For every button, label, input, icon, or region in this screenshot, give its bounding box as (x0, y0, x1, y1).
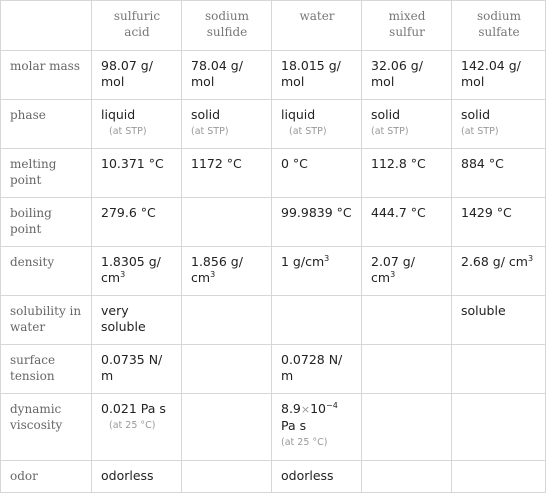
cell-sodium-sulfate-molar-mass: 142.04 g/ mol (452, 51, 546, 100)
cell-sulfuric-acid-density (92, 247, 182, 296)
column-header-mixed-sulfur: mixed sulfur (362, 1, 452, 51)
density-value: 2.07 g/ cm (371, 254, 415, 285)
phase-value: solid (461, 107, 491, 122)
density-value: 1 g/cm (281, 254, 325, 269)
viscosity-unit: Pa s (281, 418, 307, 433)
cell-water-melting-point: 0 °C (272, 149, 362, 198)
cell-water-molar-mass: 18.015 g/ mol (272, 51, 362, 100)
table-row-molar-mass (1, 51, 546, 100)
cell-sulfuric-acid-odor: odorless (92, 461, 182, 493)
cell-water-odor: odorless (272, 461, 362, 493)
cell-sodium-sulfate-dynamic-viscosity (452, 394, 546, 461)
viscosity-value: 0.021 Pa s (101, 401, 166, 416)
cell-sodium-sulfate-solubility: soluble (452, 296, 546, 345)
cell-mixed-sulfur-melting-point: 112.8 °C (362, 149, 452, 198)
table-row-boiling-point (1, 198, 546, 247)
cell-sodium-sulfide-odor (182, 461, 272, 493)
phase-note: (at STP) (109, 126, 147, 137)
phase-note: (at STP) (371, 126, 409, 137)
density-exponent: 3 (120, 269, 126, 279)
density-value: 1.856 g/ cm (191, 254, 243, 285)
table-row-density (1, 247, 546, 296)
cell-sodium-sulfate-phase (452, 100, 546, 149)
density-value: 1.8305 g/ cm (101, 254, 161, 285)
viscosity-base: 10 (310, 401, 327, 416)
cell-sodium-sulfate-boiling-point: 1429 °C (452, 198, 546, 247)
column-header-sulfuric-acid: sulfuric acid (92, 1, 182, 51)
density-exponent: 3 (527, 253, 534, 263)
cell-mixed-sulfur-boiling-point: 444.7 °C (362, 198, 452, 247)
row-label-molar-mass: molar mass (1, 51, 92, 100)
column-header-sodium-sulfate: sodium sulfate (452, 1, 546, 51)
phase-note: (at STP) (461, 126, 499, 137)
cell-water-surface-tension: 0.0728 N/ m (272, 345, 362, 394)
cell-sodium-sulfate-melting-point: 884 °C (452, 149, 546, 198)
cell-sodium-sulfide-molar-mass: 78.04 g/ mol (182, 51, 272, 100)
column-header-water: water (272, 1, 362, 51)
viscosity-note: (at 25 °C) (109, 420, 156, 431)
column-header-sodium-sulfide: sodium sulfide (182, 1, 272, 51)
viscosity-mantissa: 8.9 (281, 401, 301, 416)
cell-mixed-sulfur-surface-tension (362, 345, 452, 394)
table-row-dynamic-viscosity (1, 394, 546, 461)
cell-sodium-sulfate-density (452, 247, 546, 296)
phase-value: solid (191, 107, 221, 122)
cell-sulfuric-acid-solubility: very soluble (92, 296, 182, 345)
cell-sodium-sulfide-boiling-point (182, 198, 272, 247)
cell-sulfuric-acid-molar-mass: 98.07 g/ mol (92, 51, 182, 100)
row-label-odor: odor (1, 461, 92, 493)
cell-mixed-sulfur-molar-mass: 32.06 g/ mol (362, 51, 452, 100)
row-label-boiling-point: boiling point (1, 198, 92, 247)
cell-water-boiling-point: 99.9839 °C (272, 198, 362, 247)
density-exponent: 3 (324, 253, 330, 263)
table-row-odor (1, 461, 546, 493)
cell-sulfuric-acid-melting-point: 10.371 °C (92, 149, 182, 198)
cell-water-solubility (272, 296, 362, 345)
table-row-melting-point (1, 149, 546, 198)
cell-sodium-sulfide-melting-point: 1172 °C (182, 149, 272, 198)
cell-sodium-sulfate-surface-tension (452, 345, 546, 394)
phase-note: (at STP) (191, 126, 229, 137)
cell-sulfuric-acid-dynamic-viscosity (92, 394, 182, 461)
cell-mixed-sulfur-odor (362, 461, 452, 493)
row-label-density: density (1, 247, 92, 296)
cell-sodium-sulfide-dynamic-viscosity (182, 394, 272, 461)
cell-sodium-sulfide-solubility (182, 296, 272, 345)
table-row-surface-tension (1, 345, 546, 394)
cell-sodium-sulfate-odor (452, 461, 546, 493)
table-row-solubility (1, 296, 546, 345)
row-label-solubility: solubility in water (1, 296, 92, 345)
cell-water-density (272, 247, 362, 296)
density-exponent: 3 (210, 269, 216, 279)
table-row-phase (1, 100, 546, 149)
cell-sodium-sulfide-surface-tension (182, 345, 272, 394)
viscosity-note: (at 25 °C) (281, 437, 328, 448)
cell-mixed-sulfur-density (362, 247, 452, 296)
phase-note: (at STP) (289, 126, 327, 137)
cell-mixed-sulfur-dynamic-viscosity (362, 394, 452, 461)
corner-cell (1, 1, 92, 51)
cell-mixed-sulfur-solubility (362, 296, 452, 345)
cell-sulfuric-acid-phase (92, 100, 182, 149)
row-label-melting-point: melting point (1, 149, 92, 198)
row-label-phase: phase (1, 100, 92, 149)
phase-value: solid (371, 107, 401, 122)
row-label-dynamic-viscosity: dynamic viscosity (1, 394, 92, 461)
cell-sulfuric-acid-surface-tension: 0.0735 N/ m (92, 345, 182, 394)
cell-sodium-sulfide-phase (182, 100, 272, 149)
cell-sodium-sulfide-density (182, 247, 272, 296)
times-sign: × (300, 403, 311, 416)
cell-sulfuric-acid-boiling-point: 279.6 °C (92, 198, 182, 247)
phase-value: liquid (281, 107, 316, 122)
viscosity-exponent: −4 (326, 400, 338, 410)
row-label-surface-tension: surface tension (1, 345, 92, 394)
cell-mixed-sulfur-phase (362, 100, 452, 149)
cell-water-dynamic-viscosity (272, 394, 362, 461)
density-exponent: 3 (390, 269, 396, 279)
table-header-row (1, 1, 546, 51)
phase-value: liquid (101, 107, 136, 122)
cell-water-phase (272, 100, 362, 149)
density-value: 2.68 g/ cm (461, 254, 528, 269)
